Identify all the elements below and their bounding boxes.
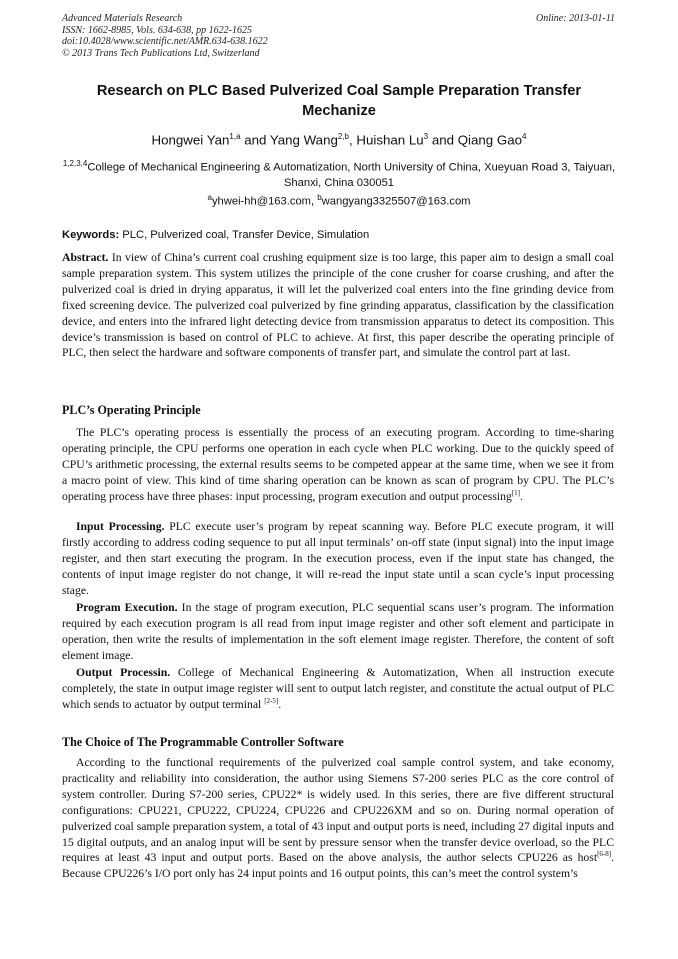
keywords-label: Keywords:: [62, 229, 120, 241]
issn-line: ISSN: 1662-8985, Vols. 634-638, pp 1622-1625: [62, 24, 252, 36]
paragraph-text: PLC execute user’s program by repeat scanning way. Before PLC execute program, it will firstly according to address coding sequence to put all input terminals’ on-off state (input signal) into the input image register, and then start executing the program. In the execution process, even if the input state has changed, the contents of input image register do not change, it will re-read the input state until a scan cycle’s input processing stage.: [62, 520, 614, 597]
author-separator: ,: [349, 132, 357, 148]
citation[interactable]: [6-8]: [597, 850, 612, 859]
abstract-text: In view of China’s current coal crushing equipment size is too large, this paper aim to design a small coal sample preparation system. This system utilizes the principle of the cone crusher for coarse crushing, and after the pulverized coal is dried in drying apparatus, it will let the pulverized coal enters into the fine grinding device from fixed screening device. The pulverized coal pulverized by fine grinding apparatus, classification by the classification device, and enters into the infrared light detecting device from transmission apparatus to detect its composition. This device’s transmission is based on control of PLC to achieve. At first, this paper describe the operating principle of PLC, then select the hardware and software components of transfer part, and simulate the control part at last.: [62, 251, 614, 360]
paragraph-text: In the stage of program execution, PLC sequential scans user’s program. The information required by each execution program is all read from input image register and other soft element and participate in operation, then write the results of implementation in the soft element image register. Therefore, the content of soft element image.: [62, 601, 614, 662]
author-affiliation-mark: 2,b: [337, 132, 349, 141]
email-mark: b: [317, 193, 322, 202]
author-name: Huishan Lu: [356, 132, 424, 148]
paragraph: [62, 519, 614, 599]
affiliation-mark: 1,2,3,4: [62, 159, 88, 168]
paragraph: [62, 600, 614, 664]
keywords: [62, 229, 369, 241]
paragraph-text: According to the functional requirements of the pulverized coal sample control system, and take economy, practicality and reliability into consideration, the author using Siemens S7-200 series PLC as the core control of system controller. During S7-200 series, CPU22* is widely used. In this series, there are five different structural configurations: CPU221, CPU222, CPU224, CPU226 and CPU226XM and so on. During normal operation of pulverized coal sample preparation system, a total of 43 input and output ports is need, including 27 digital inputs and 15 digital outputs, and an analog input will be sent by pressure sensor when the transfer device overload, so the PLC requires at least 43 input and output ports. Based on the above analysis, the author selects CPU226 as host: [62, 756, 614, 865]
email-a[interactable]: yhwei-hh@163.com,: [211, 195, 318, 208]
run-in-heading: Program Execution.: [76, 601, 178, 614]
affiliation: [62, 156, 616, 192]
author-affiliation-mark: 4: [522, 132, 527, 141]
section-heading: The Choice of The Programmable Controller Software: [62, 735, 344, 749]
journal-header: [62, 13, 268, 59]
section-heading: PLC’s Operating Principle: [62, 403, 201, 417]
abstract-label: Abstract.: [62, 251, 109, 264]
email-mark: a: [207, 193, 212, 202]
paragraph: [62, 425, 614, 505]
copyright-line: © 2013 Trans Tech Publications Ltd, Switzerland: [62, 47, 260, 59]
paragraph-end: .: [520, 489, 523, 503]
author-name: Hongwei Yan: [151, 132, 230, 148]
run-in-heading: Input Processing.: [76, 520, 165, 533]
paragraph-text: The PLC’s operating process is essentially the process of an executing program. According to time-sharing operating principle, the CPU performs one operation in each cycle when PLC working. Due to the quickly speed of CPU’s arithmetic processing, the external results seems to be competed appear at the same time, when we see it from a macro point of view. This kind of time sharing operation can be known as scan of program by CPU. The PLC’s operating process have three phases: input processing, program execution and output processing: [62, 426, 614, 503]
email-b[interactable]: wangyang3325507@163.com: [321, 195, 471, 208]
paper-title: Research on PLC Based Pulverized Coal Sample Preparation Transfer Mechanize: [96, 83, 582, 119]
run-in-heading: Output Processin.: [76, 666, 171, 679]
paragraph-text: . Because CPU226’s I/O port only has 24 input points and 16 output points, this can’s meet the control system’s: [62, 851, 614, 881]
affiliation-text: College of Mechanical Engineering & Automatization, North University of China, Xueyuan Road 3, Taiyuan, Shanxi, China 030051: [87, 161, 616, 190]
author-list: [62, 128, 616, 149]
author-affiliation-mark: 3: [423, 132, 429, 141]
author-emails: [62, 193, 616, 208]
online-date: Online: 2013-01-11: [536, 13, 615, 24]
abstract: [62, 250, 614, 361]
paragraph-end: .: [278, 697, 282, 711]
author-name: Qiang Gao: [457, 132, 523, 148]
author-name: Yang Wang: [269, 132, 338, 148]
citation[interactable]: [1]: [511, 488, 521, 497]
author-separator: and: [240, 132, 270, 148]
paragraph-text: College of Mechanical Engineering & Automatization, When all instruction execute completely, the state in output image register will sent to output latch register, and constitute the actual output of PLC which sends to actuator by output terminal: [62, 666, 615, 711]
paragraph: [62, 665, 614, 713]
paragraph: [62, 755, 614, 882]
keywords-text: PLC, Pulverized coal, Transfer Device, Simulation: [119, 229, 370, 241]
author-affiliation-mark: 1,a: [229, 132, 241, 141]
citation[interactable]: [2-5]: [264, 696, 279, 705]
doi-line[interactable]: doi:10.4028/www.scientific.net/AMR.634-638.1622: [62, 36, 268, 47]
journal-name: Advanced Materials Research: [62, 13, 183, 24]
author-separator: and: [428, 132, 458, 148]
